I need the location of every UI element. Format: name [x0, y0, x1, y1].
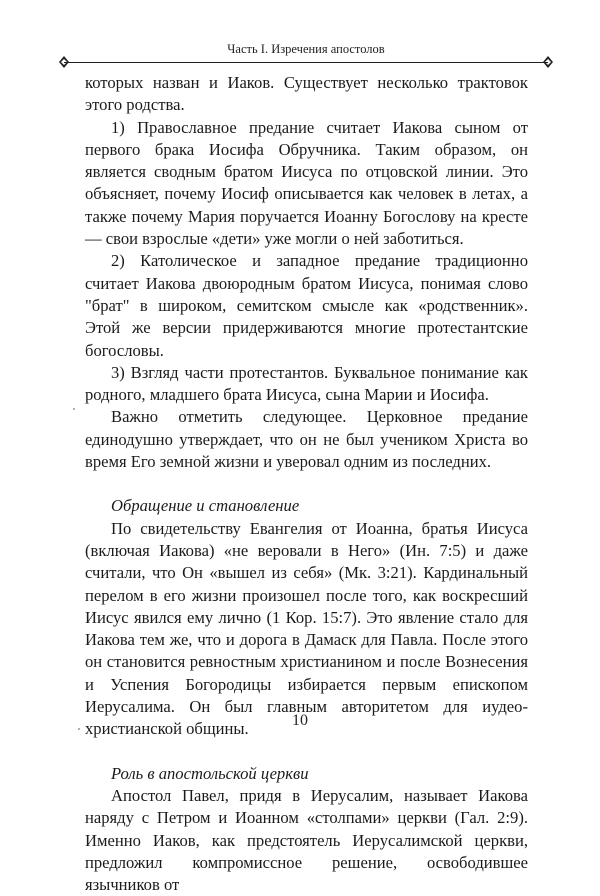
- running-title: Часть I. Изречения апостолов: [227, 41, 385, 56]
- paragraph-role: Апостол Павел, придя в Иерусалим, называет Иакова наряду с Петром и Иоанном «столпами» церкви (Гал. 2:9). Именно Иаков, как предстоятель Иерусалимской церкви, предложил компромиссное решение, освободившее язычников от: [85, 785, 528, 895]
- section-heading-role: Роль в апостольской церкви: [111, 763, 309, 783]
- paragraph-catholic-view: 2) Католическое и западное предание традиционно считает Иакова двоюродным братом Иисуса, понимая слово "брат" в широком, семитском смысле как «родственник». Этой же версии придерживаются многие протестантские богословы.: [85, 251, 528, 360]
- paragraph-continuation: которых назван и Иаков. Существует несколько трактовок этого родства.: [85, 73, 528, 115]
- text-body: [85, 72, 528, 896]
- scan-speck: [73, 408, 75, 410]
- running-header: [64, 38, 548, 60]
- paragraph-important-note: Важно отметить следующее. Церковное предание единодушно утверждает, что он не был учеником Христа во время Его земной жизни и уверовал одним из последних.: [85, 407, 528, 472]
- scan-speck: [78, 728, 80, 730]
- page-number: 10: [292, 712, 308, 729]
- paragraph-protestant-view: 3) Взгляд части протестантов. Буквальное понимание как родного, младшего брата Иисуса, сына Марии и Иосифа.: [85, 362, 528, 405]
- paragraph-orthodox-view: 1) Православное предание считает Иакова сыном от первого брака Иосифа Обручника. Таким образом, он является сводным братом Иисуса по отцовской линии. Это объясняет, почему Иосиф описывается как человек в летах, а также почему Мария поручается Иоанну Богослову на кресте — свои взрослые «дети» уже могли о ней заботиться.: [85, 117, 528, 249]
- header-rule: [64, 62, 548, 63]
- paragraph-conversion: По свидетельству Евангелия от Иоанна, братья Иисуса (включая Иакова) «не веровали в Него» (Ин. 7:5) и даже считали, что Он «вышел из себя» (Мк. 3:21). Кардинальный перелом в его жизни произошел после того, как воскресший Иисус явился ему лично (1 Кор. 15:7). Это явление стало для Иакова тем же, что и дорога в Дамаск для Павла. После этого он становится ревностным христианином и после Вознесения и Успения Богородицы избирается первым епископом Иерусалима. Он был главным авторитетом для иудео-христианской общины.: [85, 518, 528, 739]
- section-heading-conversion: Обращение и становление: [111, 496, 300, 516]
